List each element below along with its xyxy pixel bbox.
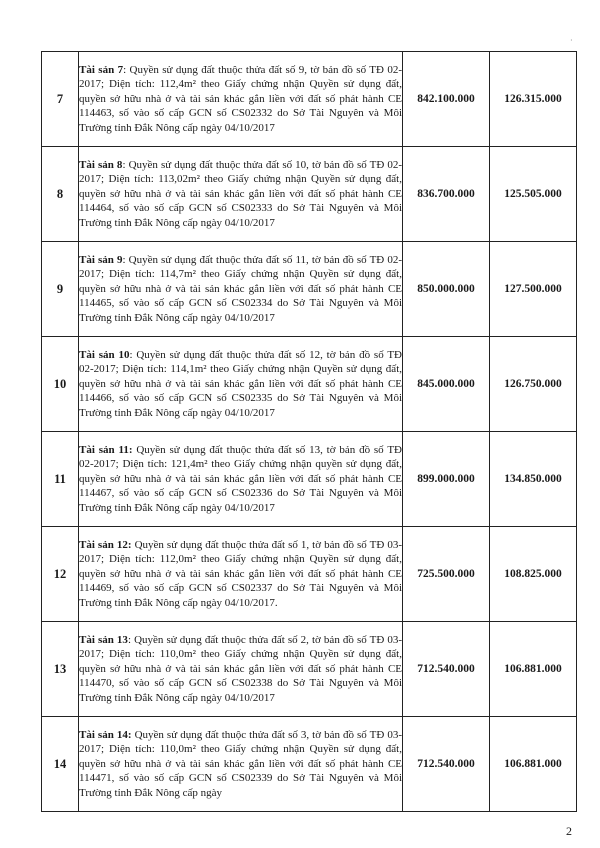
table-row <box>42 527 577 622</box>
asset-text: Quyền sử dụng đất thuộc thửa đất số 13, tờ bản đồ số TĐ 02-2017; Diện tích: 121,4m² theo Giấy chứng nhận quyền sử dụng đất, quyền sở hữu nhà ở và tài sản khác gắn liền với đất số phát hành CE 114467, số vào số cấp GCN số CS02336 do Sở Tài Nguyên và Môi Trường tỉnh Đắk Nông cấp ngày 04/10/2017 <box>79 443 402 514</box>
asset-description <box>79 717 403 812</box>
asset-value: 842.100.000 <box>403 52 490 147</box>
asset-value: 836.700.000 <box>403 147 490 242</box>
asset-label: Tài sản 7 <box>79 63 124 76</box>
label-separator: : <box>122 253 126 266</box>
asset-value: 850.000.000 <box>403 242 490 337</box>
table-row <box>42 337 577 432</box>
asset-description <box>79 52 403 147</box>
asset-deposit: 125.505.000 <box>490 147 577 242</box>
asset-text: Quyền sử dụng đất thuộc thửa đất số 12, tờ bản đồ số TĐ 02-2017; Diện tích: 114,1m² theo Giấy chứng nhận Quyền sử dụng đất, quyền sở hữu nhà ở và tài sản khác gắn liền với đất số phát hành CE 114466, số vào số cấp GCN số CS02335 do Sở Tài Nguyên và Môi Trường tỉnh Đắk Nông cấp ngày 04/10/2017 <box>79 348 402 419</box>
asset-description <box>79 337 403 432</box>
row-number: 11 <box>42 432 79 527</box>
asset-label: Tài sản 12: <box>79 538 132 551</box>
asset-label: Tài sản 10 <box>79 348 130 361</box>
table-row <box>42 147 577 242</box>
table-row <box>42 432 577 527</box>
asset-value: 712.540.000 <box>403 622 490 717</box>
table-row <box>42 52 577 147</box>
row-number: 7 <box>42 52 79 147</box>
table-row <box>42 622 577 717</box>
asset-label: Tài sản 11: <box>79 443 133 456</box>
asset-text: Quyền sử dụng đất thuộc thửa đất số 11, tờ bản đồ số TĐ 02-2017; Diện tích: 114,7m² theo Giấy chứng nhận Quyền sử dụng đất, quyền sở hữu nhà ở và tài sản khác gắn liền với đất số phát hành CE 114465, số vào số cấp GCN số CS02334 do Sở Tài Nguyên và Môi Trường tỉnh Đắk Nông cấp ngày 04/10/2017 <box>79 253 402 324</box>
asset-description <box>79 242 403 337</box>
asset-description <box>79 622 403 717</box>
asset-description <box>79 527 403 622</box>
asset-deposit: 126.750.000 <box>490 337 577 432</box>
asset-text: Quyền sử dụng đất thuộc thửa đất số 2, tờ bản đồ số TĐ 03-2017; Diện tích: 110,0m² theo Giấy chứng nhận Quyền sử dụng đất, quyền sở hữu nhà ở và tài sản khác gắn liền với đất số phát hành CE 114470, số vào số cấp GCN số CS02338 do Sở Tài Nguyên và Môi Trường tỉnh Đắk Nông cấp ngày 04/10/2017 <box>79 633 402 704</box>
asset-deposit: 108.825.000 <box>490 527 577 622</box>
row-number: 13 <box>42 622 79 717</box>
row-number: 10 <box>42 337 79 432</box>
asset-label: Tài sản 8 <box>79 158 123 171</box>
label-separator: : <box>129 348 133 361</box>
asset-text: Quyền sử dụng đất thuộc thửa đất số 10, tờ bản đồ số TĐ 02-2017; Diện tích: 113,02m² theo Giấy chứng nhận Quyền sử dụng đất, quyền sở hữu nhà ở và tài sản khác gắn liền với đất số phát hành CE 114464, số vào số cấp GCN số CS02333 do Sở Tài Nguyên và Môi Trường tỉnh Đắk Nông cấp ngày 04/10/2017 <box>79 158 402 229</box>
table-row <box>42 242 577 337</box>
asset-deposit: 106.881.000 <box>490 622 577 717</box>
asset-text: Quyền sử dụng đất thuộc thửa đất số 3, tờ bản đồ số TĐ 03-2017; Diện tích: 110,0m² theo Giấy chứng nhận Quyền sử dụng đất, quyền sở hữu nhà ở và tài sản khác gắn liền với đất số phát hành CE 114471, số vào số cấp GCN số CS02339 do Sở Tài Nguyên và Môi Trường tỉnh Đắk Nông cấp ngày <box>79 728 402 799</box>
asset-table <box>41 51 577 812</box>
asset-label: Tài sản 9 <box>79 253 123 266</box>
page-number: 2 <box>566 824 572 838</box>
row-number: 9 <box>42 242 79 337</box>
label-separator: : <box>127 633 131 646</box>
asset-value: 712.540.000 <box>403 717 490 812</box>
asset-text: Quyền sử dụng đất thuộc thửa đất số 1, tờ bản đồ số TĐ 03-2017; Diện tích: 112,0m² theo Giấy chứng nhận Quyền sử dụng đất, quyền sở hữu nhà ở và tài sản khác gắn liền với đất số phát hành CE 114469, số vào số cấp GCN số CS02337 do Sở Tài Nguyên và Môi Trường tỉnh Đắk Nông cấp ngày 04/10/2017. <box>79 538 402 609</box>
table-row <box>42 717 577 812</box>
label-separator: : <box>123 63 127 76</box>
asset-deposit: 106.881.000 <box>490 717 577 812</box>
label-separator: : <box>122 158 126 171</box>
asset-description <box>79 432 403 527</box>
asset-value: 725.500.000 <box>403 527 490 622</box>
asset-deposit: 134.850.000 <box>490 432 577 527</box>
asset-label: Tài sản 14: <box>79 728 132 741</box>
row-number: 8 <box>42 147 79 242</box>
row-number: 12 <box>42 527 79 622</box>
asset-deposit: 127.500.000 <box>490 242 577 337</box>
asset-deposit: 126.315.000 <box>490 52 577 147</box>
asset-value: 845.000.000 <box>403 337 490 432</box>
asset-value: 899.000.000 <box>403 432 490 527</box>
corner-mark: · <box>570 36 573 45</box>
asset-text: Quyền sử dụng đất thuộc thửa đất số 9, tờ bản đồ số TĐ 02-2017; Diện tích: 112,4m² theo Giấy chứng nhận Quyền sử dụng đất, quyền sở hữu nhà ở và tài sản khác gắn liền với đất số phát hành CE 114463, số vào số cấp GCN số CS02332 do Sở Tài Nguyên và Môi Trường tỉnh Đắk Nông cấp ngày 04/10/2017 <box>79 63 402 134</box>
asset-description <box>79 147 403 242</box>
asset-label: Tài sản 13 <box>79 633 128 646</box>
row-number: 14 <box>42 717 79 812</box>
